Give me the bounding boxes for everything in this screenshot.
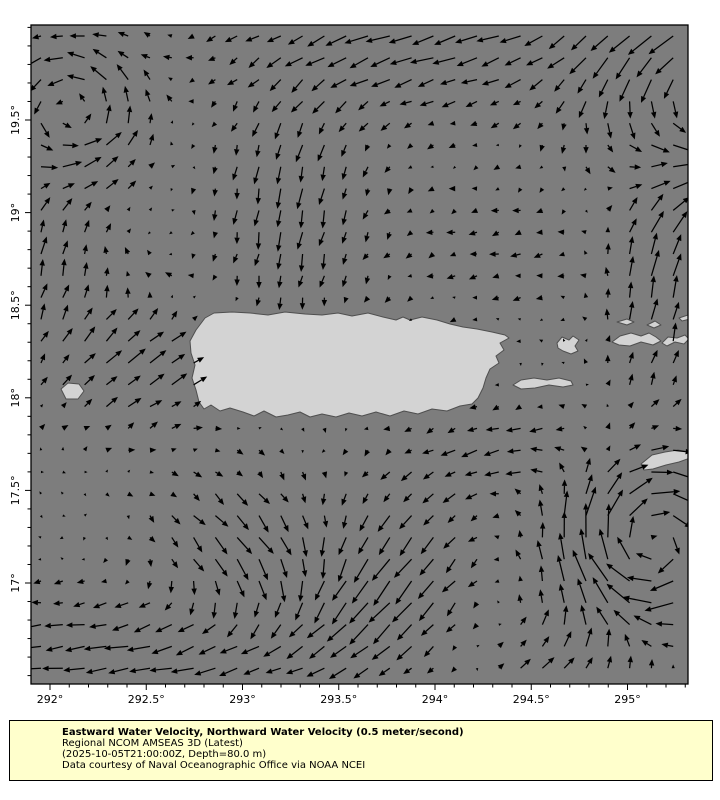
y-tick-label: 19.5°: [9, 105, 22, 135]
legend-title: Eastward Water Velocity, Northward Water Velocity (0.5 meter/second): [62, 727, 464, 738]
x-tick-label: 294°: [421, 693, 449, 706]
x-tick-label: 295°: [614, 693, 641, 706]
x-tick-label: 292.5°: [127, 693, 165, 706]
y-tick-label: 17°: [9, 573, 22, 593]
legend-dataset: Regional NCOM AMSEAS 3D (Latest): [62, 737, 243, 749]
x-tick-label: 294.5°: [512, 693, 550, 706]
y-tick-label: 18°: [9, 388, 22, 408]
legend-credit: Data courtesy of Naval Oceanographic Office via NOAA NCEI: [62, 759, 366, 771]
island-puerto-rico: [190, 312, 509, 417]
y-tick-label: 18.5°: [9, 290, 22, 321]
legend-text: [62, 728, 464, 772]
map-legend: [9, 720, 713, 781]
x-tick-label: 292°: [36, 693, 64, 706]
x-tick-label: 293°: [229, 693, 256, 706]
x-tick-label: 293.5°: [320, 693, 358, 706]
y-tick-label: 19°: [9, 202, 22, 223]
legend-timestamp-depth: (2025-10-05T21:00:00Z, Depth=80.0 m): [62, 748, 267, 760]
y-tick-label: 17.5°: [9, 475, 22, 506]
